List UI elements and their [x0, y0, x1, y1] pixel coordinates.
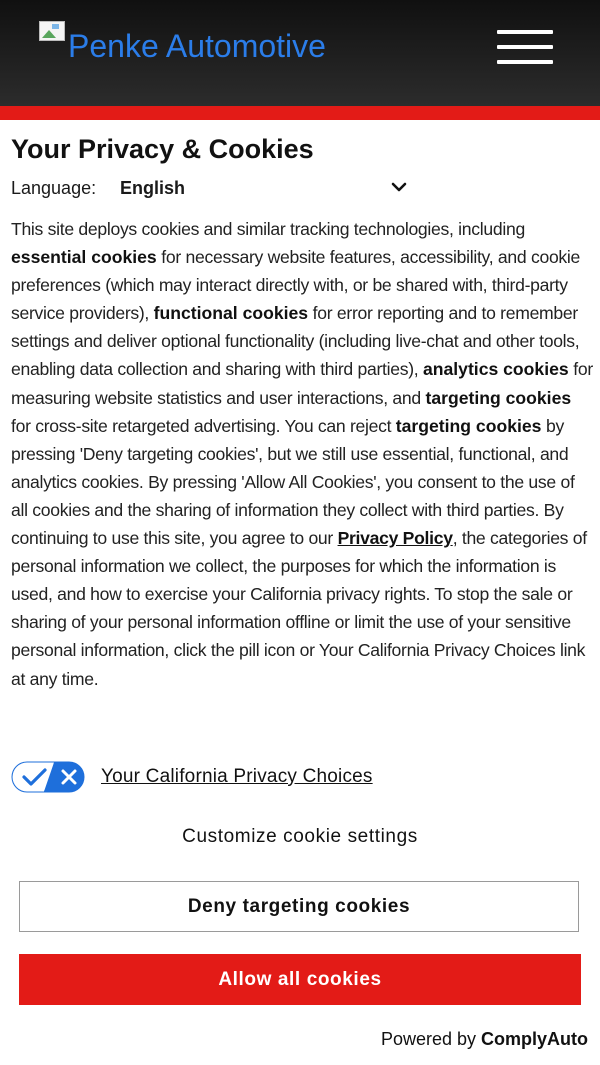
- notice-bold-term: functional cookies: [153, 303, 309, 324]
- powered-by-brand[interactable]: ComplyAuto: [481, 1029, 588, 1049]
- privacy-choices-pill-icon[interactable]: [11, 761, 85, 793]
- notice-bold-term: targeting cookies: [395, 415, 542, 436]
- language-value: English: [120, 178, 186, 198]
- powered-by: [381, 1029, 588, 1050]
- notice-bold-term: targeting cookies: [425, 387, 572, 408]
- broken-image-icon: [38, 20, 68, 50]
- allow-all-cookies-button[interactable]: Allow all cookies: [19, 954, 581, 1005]
- consent-notice-text: [11, 215, 593, 693]
- privacy-policy-link[interactable]: Privacy Policy: [337, 528, 453, 549]
- customize-cookie-settings-link[interactable]: Customize cookie settings: [182, 826, 418, 847]
- notice-text-segment: for cross-site retargeted advertising. You can reject: [11, 415, 396, 436]
- notice-text-segment: for measuring website statistics and user interactions, and: [11, 359, 593, 408]
- hamburger-menu-icon[interactable]: [497, 30, 553, 66]
- chevron-down-icon: [391, 179, 407, 195]
- language-select[interactable]: [120, 176, 410, 202]
- deny-targeting-cookies-button[interactable]: Deny targeting cookies: [19, 881, 579, 932]
- notice-text-segment: by pressing 'Deny targeting cookies', but we still use essential, functional, and analytics cookies. By pressing 'Allow All Cookies', you consent to the use of all cookies and the sharing of information they collect with third parties. By continuing to use this site, you agree to our: [11, 415, 575, 549]
- notice-text-segment: for error reporting and to remember settings and deliver optional functionality (including live-chat and other tools, enabling data collection and sharing with third parties),: [11, 303, 580, 380]
- site-logo[interactable]: [38, 20, 326, 72]
- notice-text-segment: , the categories of personal information we collect, the purposes for which the information is used, and how to exercise your California privacy rights. To stop the sale or sharing of your personal information offline or limit the use of your sensitive personal information, click the pill icon or Your California Privacy Choices link at any time.: [11, 528, 587, 689]
- notice-bold-term: essential cookies: [11, 247, 157, 268]
- logo-text: Penke Automotive: [68, 28, 326, 64]
- site-header: [0, 0, 600, 106]
- powered-by-prefix: Powered by: [380, 1029, 481, 1049]
- language-label: Language:: [11, 178, 97, 198]
- header-accent-bar: [0, 106, 600, 120]
- california-privacy-choices[interactable]: [11, 759, 373, 795]
- california-privacy-choices-link[interactable]: Your California Privacy Choices: [101, 766, 373, 787]
- notice-text-segment: This site deploys cookies and similar tracking technologies, including: [11, 219, 525, 239]
- language-row: [11, 176, 411, 202]
- notice-text-segment: for necessary website features, accessibility, and cookie preferences (which may interact directly with, or be shared with, third-party service providers),: [11, 247, 581, 324]
- consent-title: Your Privacy & Cookies: [11, 134, 314, 164]
- notice-bold-term: analytics cookies: [422, 359, 569, 380]
